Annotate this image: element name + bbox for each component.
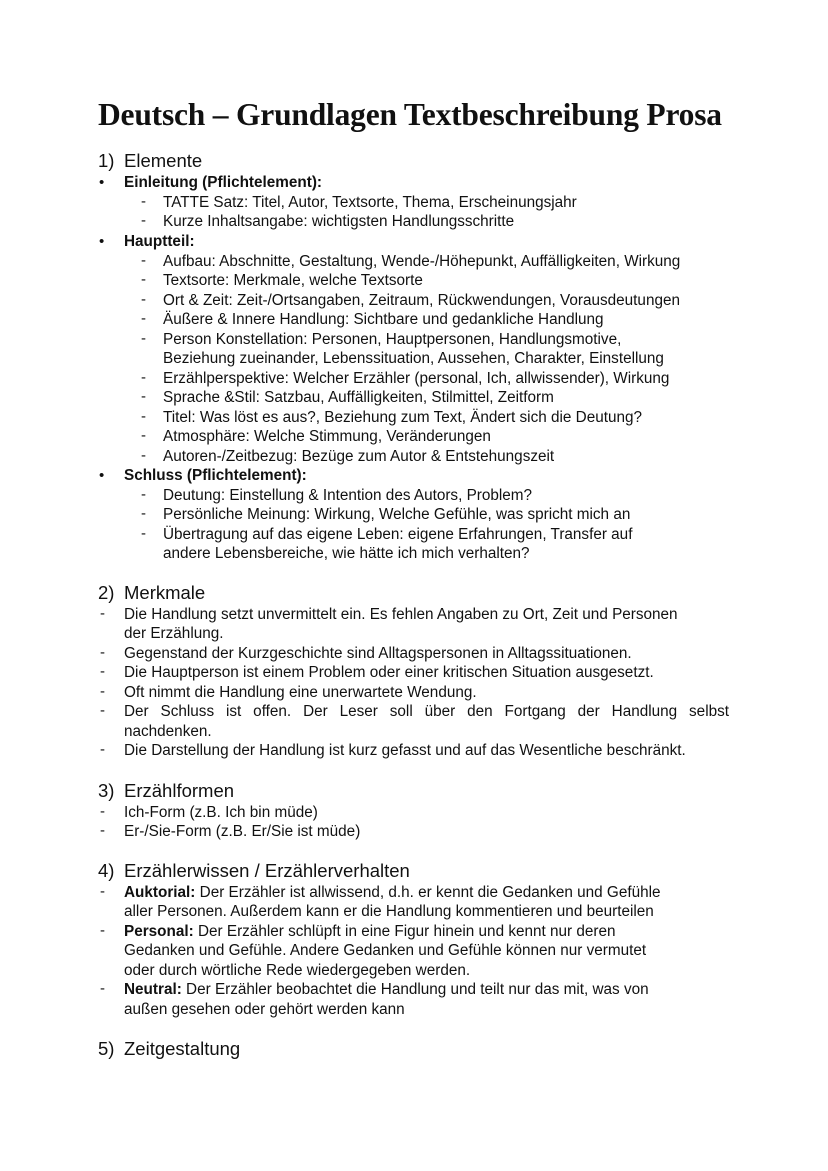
dash-icon: - <box>141 505 146 522</box>
term: Personal: <box>124 923 194 940</box>
section-title: Erzählformen <box>124 780 235 801</box>
section-number: 4) <box>98 860 115 881</box>
dash-icon: - <box>141 369 146 386</box>
dash-icon: - <box>100 822 105 839</box>
list-item: Kurze Inhaltsangabe: wichtigsten Handlungsschritte <box>163 213 515 230</box>
dash-icon: - <box>100 683 105 700</box>
group-label-schluss: Schluss (Pflichtelement): <box>124 467 307 484</box>
section-number: 5) <box>98 1038 115 1059</box>
list-item: Persönliche Meinung: Wirkung, Welche Gefühle, was spricht mich an <box>163 506 631 523</box>
list-item: Sprache &Stil: Satzbau, Auffälligkeiten, Stilmittel, Zeitform <box>163 389 554 406</box>
list-item: Erzählperspektive: Welcher Erzähler (personal, Ich, allwissender), Wirkung <box>163 370 670 387</box>
list-item: Oft nimmt die Handlung eine unerwartete Wendung. <box>124 684 477 701</box>
dash-icon: - <box>100 702 105 719</box>
list-item-continuation: der Erzählung. <box>124 625 224 642</box>
list-item-neutral <box>124 980 649 1000</box>
dash-icon: - <box>141 427 146 444</box>
dash-icon: - <box>141 330 146 347</box>
document-title: Deutsch – Grundlagen Textbeschreibung Prosa <box>98 97 722 132</box>
section-title: Merkmale <box>124 582 206 603</box>
list-item: Autoren-/Zeitbezug: Bezüge zum Autor & Entstehungszeit <box>163 448 555 465</box>
dash-icon: - <box>141 388 146 405</box>
dash-icon: - <box>100 980 105 997</box>
section-number: 3) <box>98 780 115 801</box>
dash-icon: - <box>141 252 146 269</box>
section-heading-merkmale <box>98 582 205 604</box>
list-item: Deutung: Einstellung & Intention des Autors, Problem? <box>163 487 533 504</box>
dash-icon: - <box>141 291 146 308</box>
list-item-continuation: Beziehung zueinander, Lebenssituation, Aussehen, Charakter, Einstellung <box>163 350 664 367</box>
list-item: Textsorte: Merkmale, welche Textsorte <box>163 272 423 289</box>
list-item: Der Schluss ist offen. Der Leser soll über den Fortgang der Handlung selbst <box>124 703 729 720</box>
dash-icon: - <box>100 605 105 622</box>
list-item-personal <box>124 922 615 942</box>
list-item: Aufbau: Abschnitte, Gestaltung, Wende-/Höhepunkt, Auffälligkeiten, Wirkung <box>163 253 681 270</box>
list-item-continuation: andere Lebensbereiche, wie hätte ich mich verhalten? <box>163 545 530 562</box>
dash-icon: - <box>100 803 105 820</box>
section-heading-erzaehlerwissen <box>98 860 410 882</box>
list-item-continuation: außen gesehen oder gehört werden kann <box>124 1001 405 1018</box>
definition: Der Erzähler beobachtet die Handlung und teilt nur das mit, was von <box>181 981 649 998</box>
dash-icon: - <box>141 525 146 542</box>
list-item: Ich-Form (z.B. Ich bin müde) <box>124 804 318 821</box>
group-label-einleitung: Einleitung (Pflichtelement): <box>124 174 323 191</box>
list-item-continuation: nachdenken. <box>124 723 212 740</box>
list-item: Atmosphäre: Welche Stimmung, Veränderungen <box>163 428 491 445</box>
list-item: Ort & Zeit: Zeit-/Ortsangaben, Zeitraum, Rückwendungen, Vorausdeutungen <box>163 292 680 309</box>
list-item: Die Hauptperson ist einem Problem oder einer kritischen Situation ausgesetzt. <box>124 664 654 681</box>
definition: Der Erzähler ist allwissend, d.h. er kennt die Gedanken und Gefühle <box>195 884 661 901</box>
section-title: Elemente <box>124 150 203 171</box>
list-item: Er-/Sie-Form (z.B. Er/Sie ist müde) <box>124 823 361 840</box>
dash-icon: - <box>100 644 105 661</box>
list-item: Die Handlung setzt unvermittelt ein. Es fehlen Angaben zu Ort, Zeit und Personen <box>124 606 678 623</box>
list-item: Titel: Was löst es aus?, Beziehung zum Text, Ändert sich die Deutung? <box>163 409 642 426</box>
dash-icon: - <box>100 663 105 680</box>
dash-icon: - <box>100 922 105 939</box>
list-item: Person Konstellation: Personen, Hauptpersonen, Handlungsmotive, <box>163 331 622 348</box>
bullet-icon: • <box>99 233 105 250</box>
section-heading-elemente <box>98 150 202 172</box>
list-item: TATTE Satz: Titel, Autor, Textsorte, Thema, Erscheinungsjahr <box>163 194 577 211</box>
list-item: Gegenstand der Kurzgeschichte sind Alltagspersonen in Alltagssituationen. <box>124 645 632 662</box>
dash-icon: - <box>141 193 146 210</box>
list-item: Übertragung auf das eigene Leben: eigene Erfahrungen, Transfer auf <box>163 526 633 543</box>
section-heading-erzaehlformen <box>98 780 234 802</box>
section-number: 1) <box>98 150 115 171</box>
section-heading-zeitgestaltung <box>98 1038 240 1060</box>
definition: Der Erzähler schlüpft in eine Figur hinein und kennt nur deren <box>193 923 616 940</box>
list-item: Die Darstellung der Handlung ist kurz gefasst und auf das Wesentliche beschränkt. <box>124 742 686 759</box>
bullet-icon: • <box>99 174 105 191</box>
section-number: 2) <box>98 582 115 603</box>
dash-icon: - <box>141 271 146 288</box>
term: Auktorial: <box>124 884 196 901</box>
list-item-continuation: oder durch wörtliche Rede wiedergegeben werden. <box>124 962 471 979</box>
dash-icon: - <box>141 486 146 503</box>
dash-icon: - <box>141 212 146 229</box>
dash-icon: - <box>141 447 146 464</box>
dash-icon: - <box>141 408 146 425</box>
section-title: Erzählerwissen / Erzählerverhalten <box>124 860 410 881</box>
list-item-auktorial <box>124 883 661 903</box>
list-item-continuation: Gedanken und Gefühle. Andere Gedanken und Gefühle können nur vermutet <box>124 942 647 959</box>
dash-icon: - <box>100 741 105 758</box>
dash-icon: - <box>100 883 105 900</box>
list-item-continuation: aller Personen. Außerdem kann er die Handlung kommentieren und beurteilen <box>124 903 654 920</box>
dash-icon: - <box>141 310 146 327</box>
section-title: Zeitgestaltung <box>124 1038 241 1059</box>
group-label-hauptteil: Hauptteil: <box>124 233 195 250</box>
term: Neutral: <box>124 981 182 998</box>
list-item: Äußere & Innere Handlung: Sichtbare und gedankliche Handlung <box>163 311 604 328</box>
bullet-icon: • <box>99 467 105 484</box>
